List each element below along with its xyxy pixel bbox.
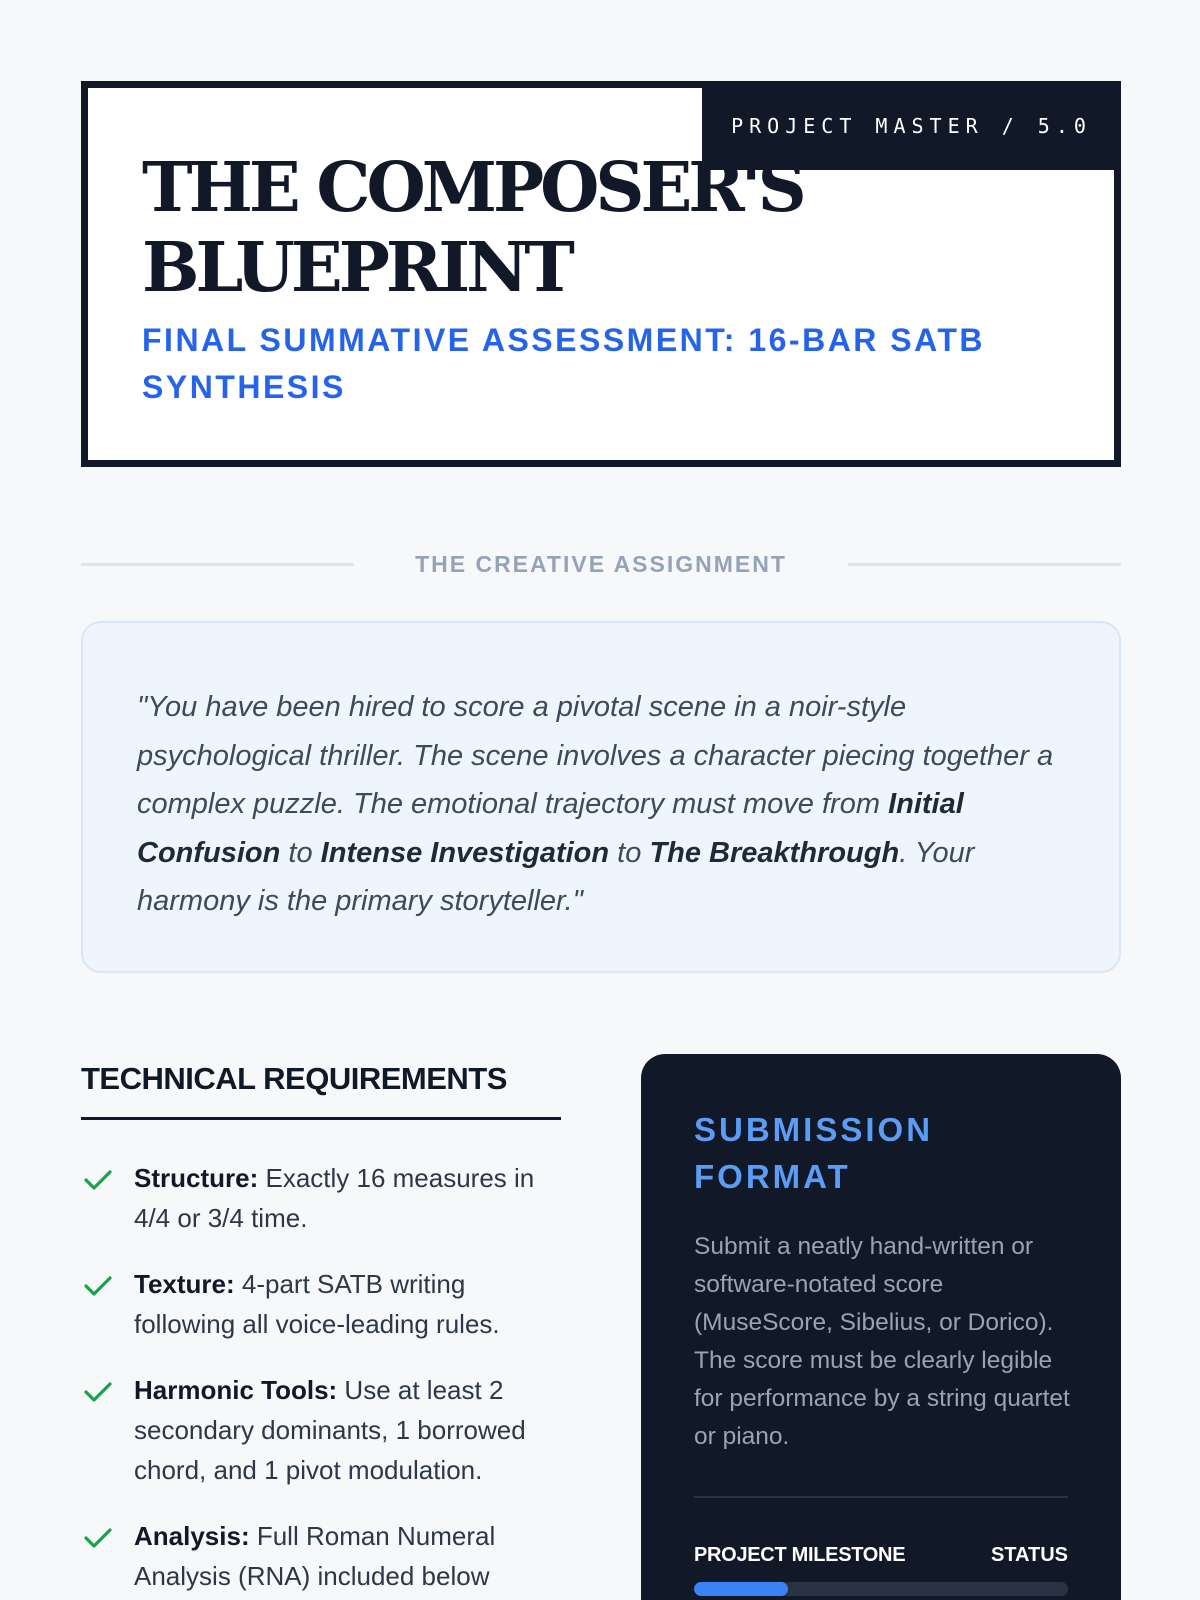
check-icon [84,1168,112,1192]
quote-connector-1: to [280,836,321,869]
title-line-2: BLUEPRINT [142,228,571,308]
quote-end: . Your harmony is the primary storyteller." [137,836,975,917]
list-item [81,1158,561,1238]
divider-line-right [848,563,1121,566]
submission-card [641,1054,1121,1600]
requirements-heading: TECHNICAL REQUIREMENTS [81,1056,561,1120]
milestone-row [694,1542,1068,1568]
quote-part-1: "You have been hired to score a pivotal scene in a noir-style psychological thriller. The scene involves a character piecing together a complex puzzle. The emotional trajectory must move from [137,691,1054,820]
requirement-text: Use at least 2 secondary dominants, 1 borrowed chord, and 1 pivot modulation. [134,1375,526,1485]
quote-bold-2: Intense Investigation [320,836,610,869]
title-line-1: THE COMPOSER'S [142,148,803,228]
page-subtitle: FINAL SUMMATIVE ASSESSMENT: 16-BAR SATB SYNTHESIS [142,322,986,405]
header-card [81,81,1121,467]
section-divider [81,545,1121,583]
requirement-label: Texture: [134,1269,235,1299]
quote-connector-2: to [609,836,650,869]
status-label: STATUS [990,1544,1068,1566]
requirement-label: Structure: [134,1163,259,1193]
milestone-label: PROJECT MILESTONE [694,1544,906,1566]
project-badge: PROJECT MASTER / 5.0 [702,81,1121,170]
requirement-label: Analysis: [134,1521,250,1551]
quote-bold-1: Initial Confusion [137,788,964,869]
requirement-text: Exactly 16 measures in 4/4 or 3/4 time. [134,1163,535,1233]
section-label: THE CREATIVE ASSIGNMENT [415,551,787,577]
check-icon [84,1380,112,1404]
check-icon [84,1526,112,1550]
list-item [81,1264,561,1344]
assignment-quote-box [81,621,1121,973]
technical-requirements [81,1056,561,1600]
progress-bar [694,1582,1068,1596]
requirement-text: 4-part SATB writing following all voice-leading rules. [134,1269,500,1339]
divider-line-left [81,563,354,566]
submission-separator [694,1496,1068,1498]
page-title [142,148,1042,308]
requirements-list [81,1158,561,1596]
list-item [81,1516,561,1596]
requirement-label: Harmonic Tools: [134,1375,338,1405]
list-item [81,1370,561,1490]
requirement-text: Full Roman Numeral Analysis (RNA) included below [134,1521,496,1591]
submission-heading: SUBMISSION FORMAT [694,1111,934,1195]
progress-fill [694,1582,788,1596]
check-icon [84,1274,112,1298]
submission-body: Submit a neatly hand-written or software-notated score (MuseScore, Sibelius, or Dorico). The score must be clearly legible for performance by a string quartet or piano. [694,1233,1070,1450]
assignment-quote [137,683,1065,926]
quote-bold-3: The Breakthrough [649,836,900,869]
